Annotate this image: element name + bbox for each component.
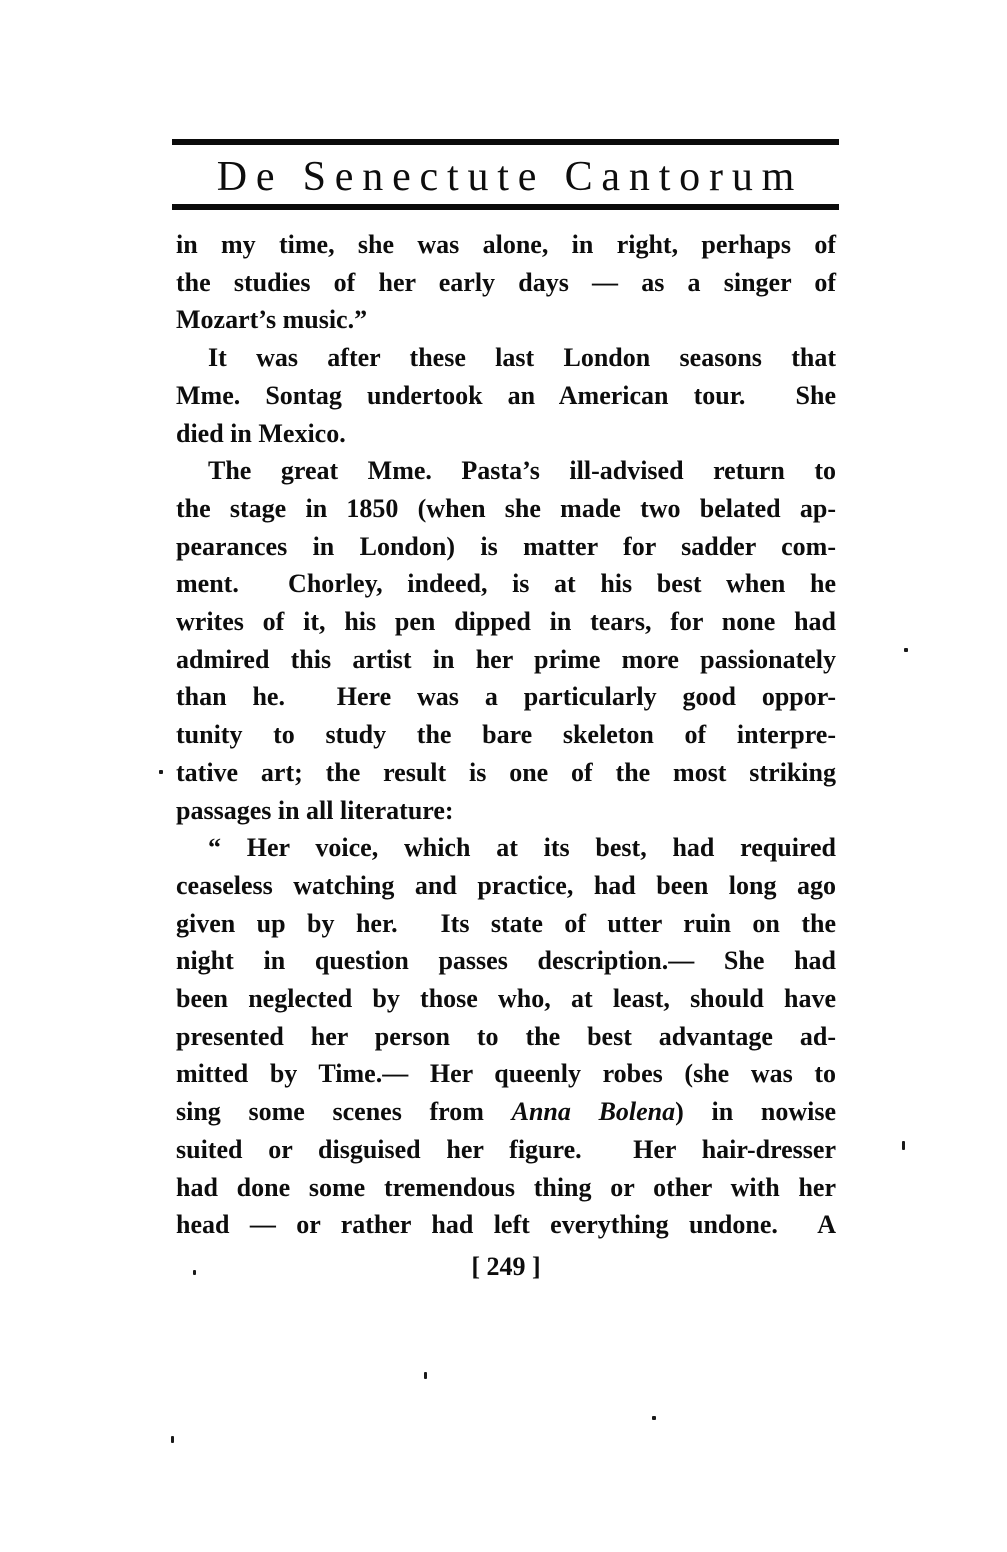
text-line: sing some scenes from Anna Bolena) in nowise — [176, 1097, 836, 1127]
text-line: been neglected by those who, at least, should have — [176, 984, 836, 1014]
text-line: writes of it, his pen dipped in tears, for none had — [176, 607, 836, 637]
text-line: tunity to study the bare skeleton of interpre- — [176, 720, 836, 750]
page-number: [ 249 ] — [471, 1252, 541, 1281]
body-text — [176, 226, 836, 1244]
text-line: than he. Here was a particularly good oppor- — [176, 682, 836, 712]
text-line: passages in all literature: — [176, 795, 454, 825]
scan-speck — [652, 1416, 656, 1420]
text-line: the stage in 1850 (when she made two belated ap- — [176, 493, 836, 523]
text-line: suited or disguised her figure. Her hair-dresser — [176, 1134, 836, 1164]
chapter-title: De Senectute Cantorum — [216, 154, 804, 200]
text-line: the studies of her early days — as a singer of — [176, 267, 836, 297]
text-line: Mozart’s music.” — [176, 305, 368, 335]
title-rule-top — [172, 139, 839, 145]
text-line: It was after these last London seasons that — [208, 343, 836, 373]
text-line: had done some tremendous thing or other with her — [176, 1172, 836, 1202]
text-line: “ Her voice, which at its best, had required — [208, 833, 836, 863]
text-line: died in Mexico. — [176, 418, 346, 448]
text-line: mitted by Time.— Her queenly robes (she was to — [176, 1059, 836, 1089]
text-line: in my time, she was alone, in right, perhaps of — [176, 230, 836, 259]
text-line: head — or rather had left everything undone. A — [176, 1210, 836, 1240]
text-line: night in question passes description.— She had — [176, 946, 836, 976]
scan-speck — [159, 770, 163, 774]
text-line: The great Mme. Pasta’s ill-advised return to — [208, 456, 836, 486]
text-line: presented her person to the best advantage ad- — [176, 1021, 836, 1051]
scan-speck — [904, 648, 908, 652]
text-line: given up by her. Its state of utter ruin on the — [176, 908, 836, 938]
scan-speck — [424, 1372, 427, 1379]
text-line: ceaseless watching and practice, had been long ago — [176, 870, 836, 900]
scan-speck — [193, 1270, 196, 1275]
title-rule-bottom — [172, 204, 839, 210]
text-line: admired this artist in her prime more passionately — [176, 644, 836, 674]
text-line: ment. Chorley, indeed, is at his best when he — [176, 569, 836, 599]
scan-speck — [902, 1141, 905, 1150]
text-line: Mme. Sontag undertook an American tour. She — [176, 380, 836, 410]
text-line: tative art; the result is one of the most striking — [176, 757, 836, 787]
text-line: pearances in London) is matter for sadder com- — [176, 531, 836, 561]
scan-speck — [171, 1436, 174, 1443]
